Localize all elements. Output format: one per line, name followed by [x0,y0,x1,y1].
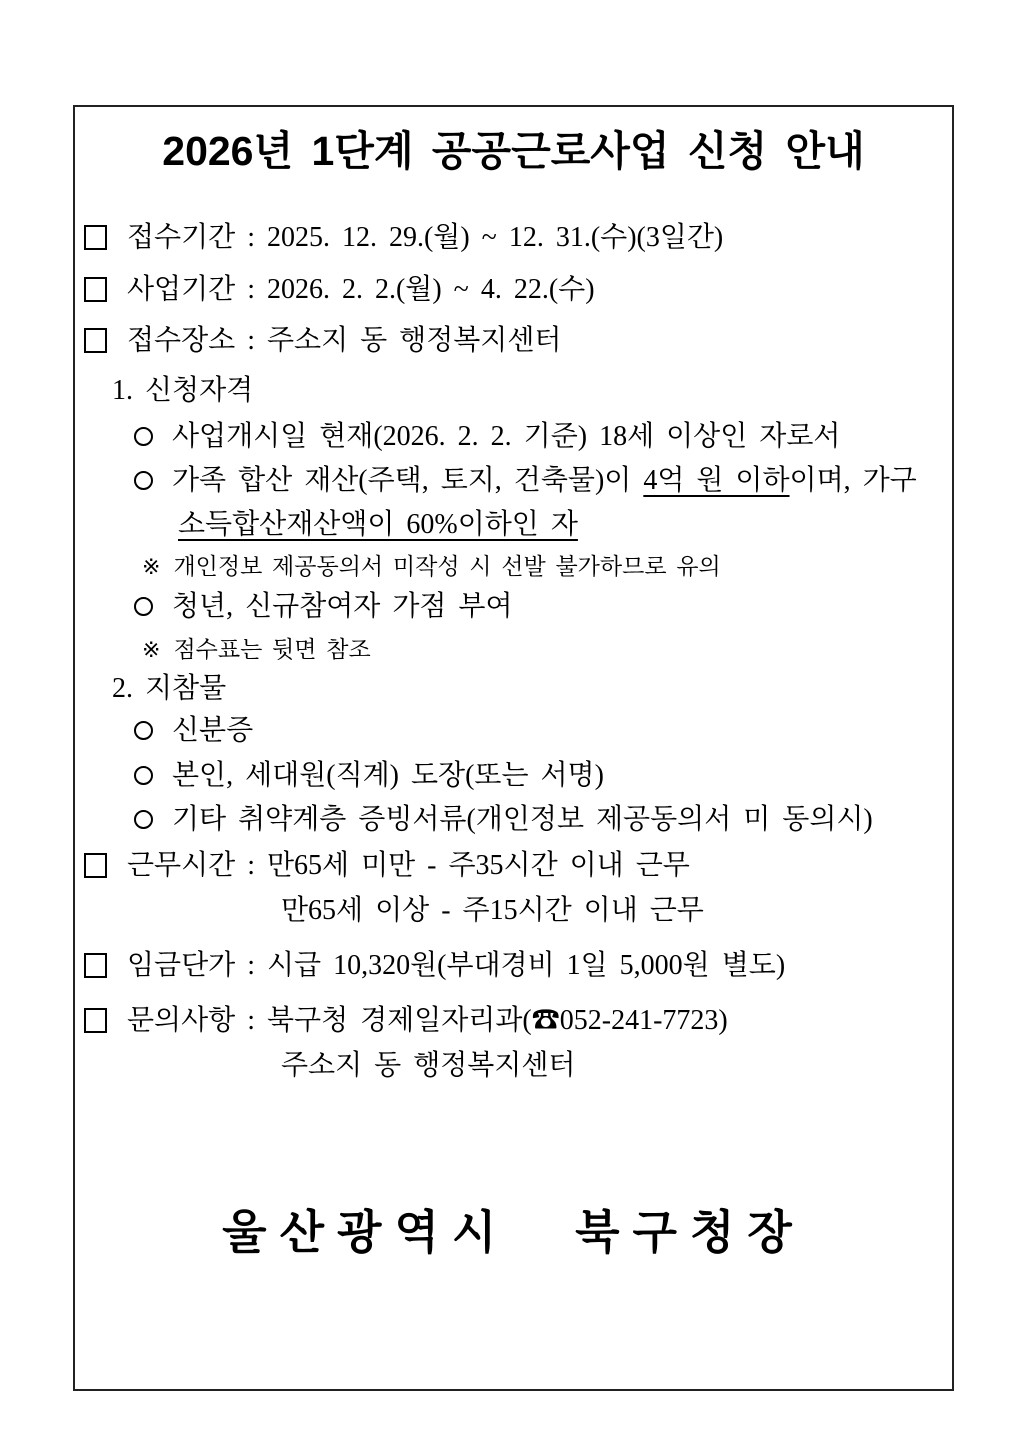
contact-line2 [281,1049,575,1083]
eligibility-asset-line [134,464,917,498]
work-hours-line2 [281,894,704,928]
checkbox-icon [84,277,107,302]
section2-heading [112,672,226,706]
section2-heading-text: 2. 지참물 [112,673,227,704]
circle-bullet-icon [134,427,153,446]
reception-place-text: 접수장소 : 주소지 동 행정복지센터 [127,325,562,356]
id-card-line [134,714,253,748]
underlined-asset-limit: 4억 원 이하 [643,465,790,496]
privacy-note-line [142,553,721,581]
issuer-signature: 울산광역시 북구청장 [222,1206,805,1258]
checkbox-icon [84,328,107,353]
privacy-note-text: 개인정보 제공동의서 미작성 시 선발 불가하므로 유의 [173,554,721,579]
wage-text: 임금단가 : 시급 10,320원(부대경비 1일 5,000원 별도) [127,950,786,981]
reference-mark-icon: ※ [142,553,161,579]
eligibility-asset-text: 가족 합산 재산(주택, 토지, 건축물)이 4억 원 이하이며, 가구 [172,465,917,496]
bonus-point-line [134,590,513,624]
section1-heading-text: 1. 신청자격 [112,375,254,406]
eligibility-asset-line2 [178,508,578,542]
vulnerable-docs-line [134,803,873,837]
circle-bullet-icon [134,810,153,829]
checkbox-icon [84,953,107,978]
seal-text: 본인, 세대원(직계) 도장(또는 서명) [172,760,604,791]
eligibility-age-line [134,420,840,454]
checkbox-icon [84,1008,107,1033]
project-period-line [84,273,595,307]
contact-phone-number: 052-241-7723 [559,1005,719,1036]
reception-period-line [84,221,723,255]
contact-line [84,1004,728,1038]
score-table-note-line [142,636,371,664]
seal-line [134,759,604,793]
reception-period-text: 접수기간 : 2025. 12. 29.(월) ~ 12. 31.(수)(3일간) [127,222,724,253]
project-period-text: 사업기간 : 2026. 2. 2.(월) ~ 4. 22.(수) [127,274,595,305]
phone-icon: ☎ [531,1005,560,1036]
circle-bullet-icon [134,766,153,785]
bonus-point-text: 청년, 신규참여자 가점 부여 [172,591,513,622]
eligibility-age-text: 사업개시일 현재(2026. 2. 2. 기준) 18세 이상인 자로서 [172,421,841,452]
section1-heading [112,374,253,408]
work-hours-text1: 근무시간 : 만65세 미만 - 주35시간 이내 근무 [127,850,690,881]
score-table-note-text: 점수표는 뒷면 참조 [173,637,371,662]
contact-text2: 주소지 동 행정복지센터 [281,1050,576,1081]
circle-bullet-icon [134,597,153,616]
reference-mark-icon: ※ [142,636,161,662]
checkbox-icon [84,225,107,250]
reception-place-line [84,324,561,358]
page-title: 2026년 1단계 공공근로사업 신청 안내 [162,128,865,174]
work-hours-line [84,849,690,883]
circle-bullet-icon [134,721,153,740]
id-card-text: 신분증 [172,715,254,746]
work-hours-text2: 만65세 이상 - 주15시간 이내 근무 [281,895,704,926]
underlined-income-limit: 소득합산재산액이 60%이하인 자 [178,509,578,540]
wage-line [84,949,785,983]
checkbox-icon [84,853,107,878]
circle-bullet-icon [134,471,153,490]
vulnerable-docs-text: 기타 취약계층 증빙서류(개인정보 제공동의서 미 동의시) [172,804,873,835]
contact-text: 문의사항 : 북구청 경제일자리과(☎052-241-7723) [127,1005,728,1036]
